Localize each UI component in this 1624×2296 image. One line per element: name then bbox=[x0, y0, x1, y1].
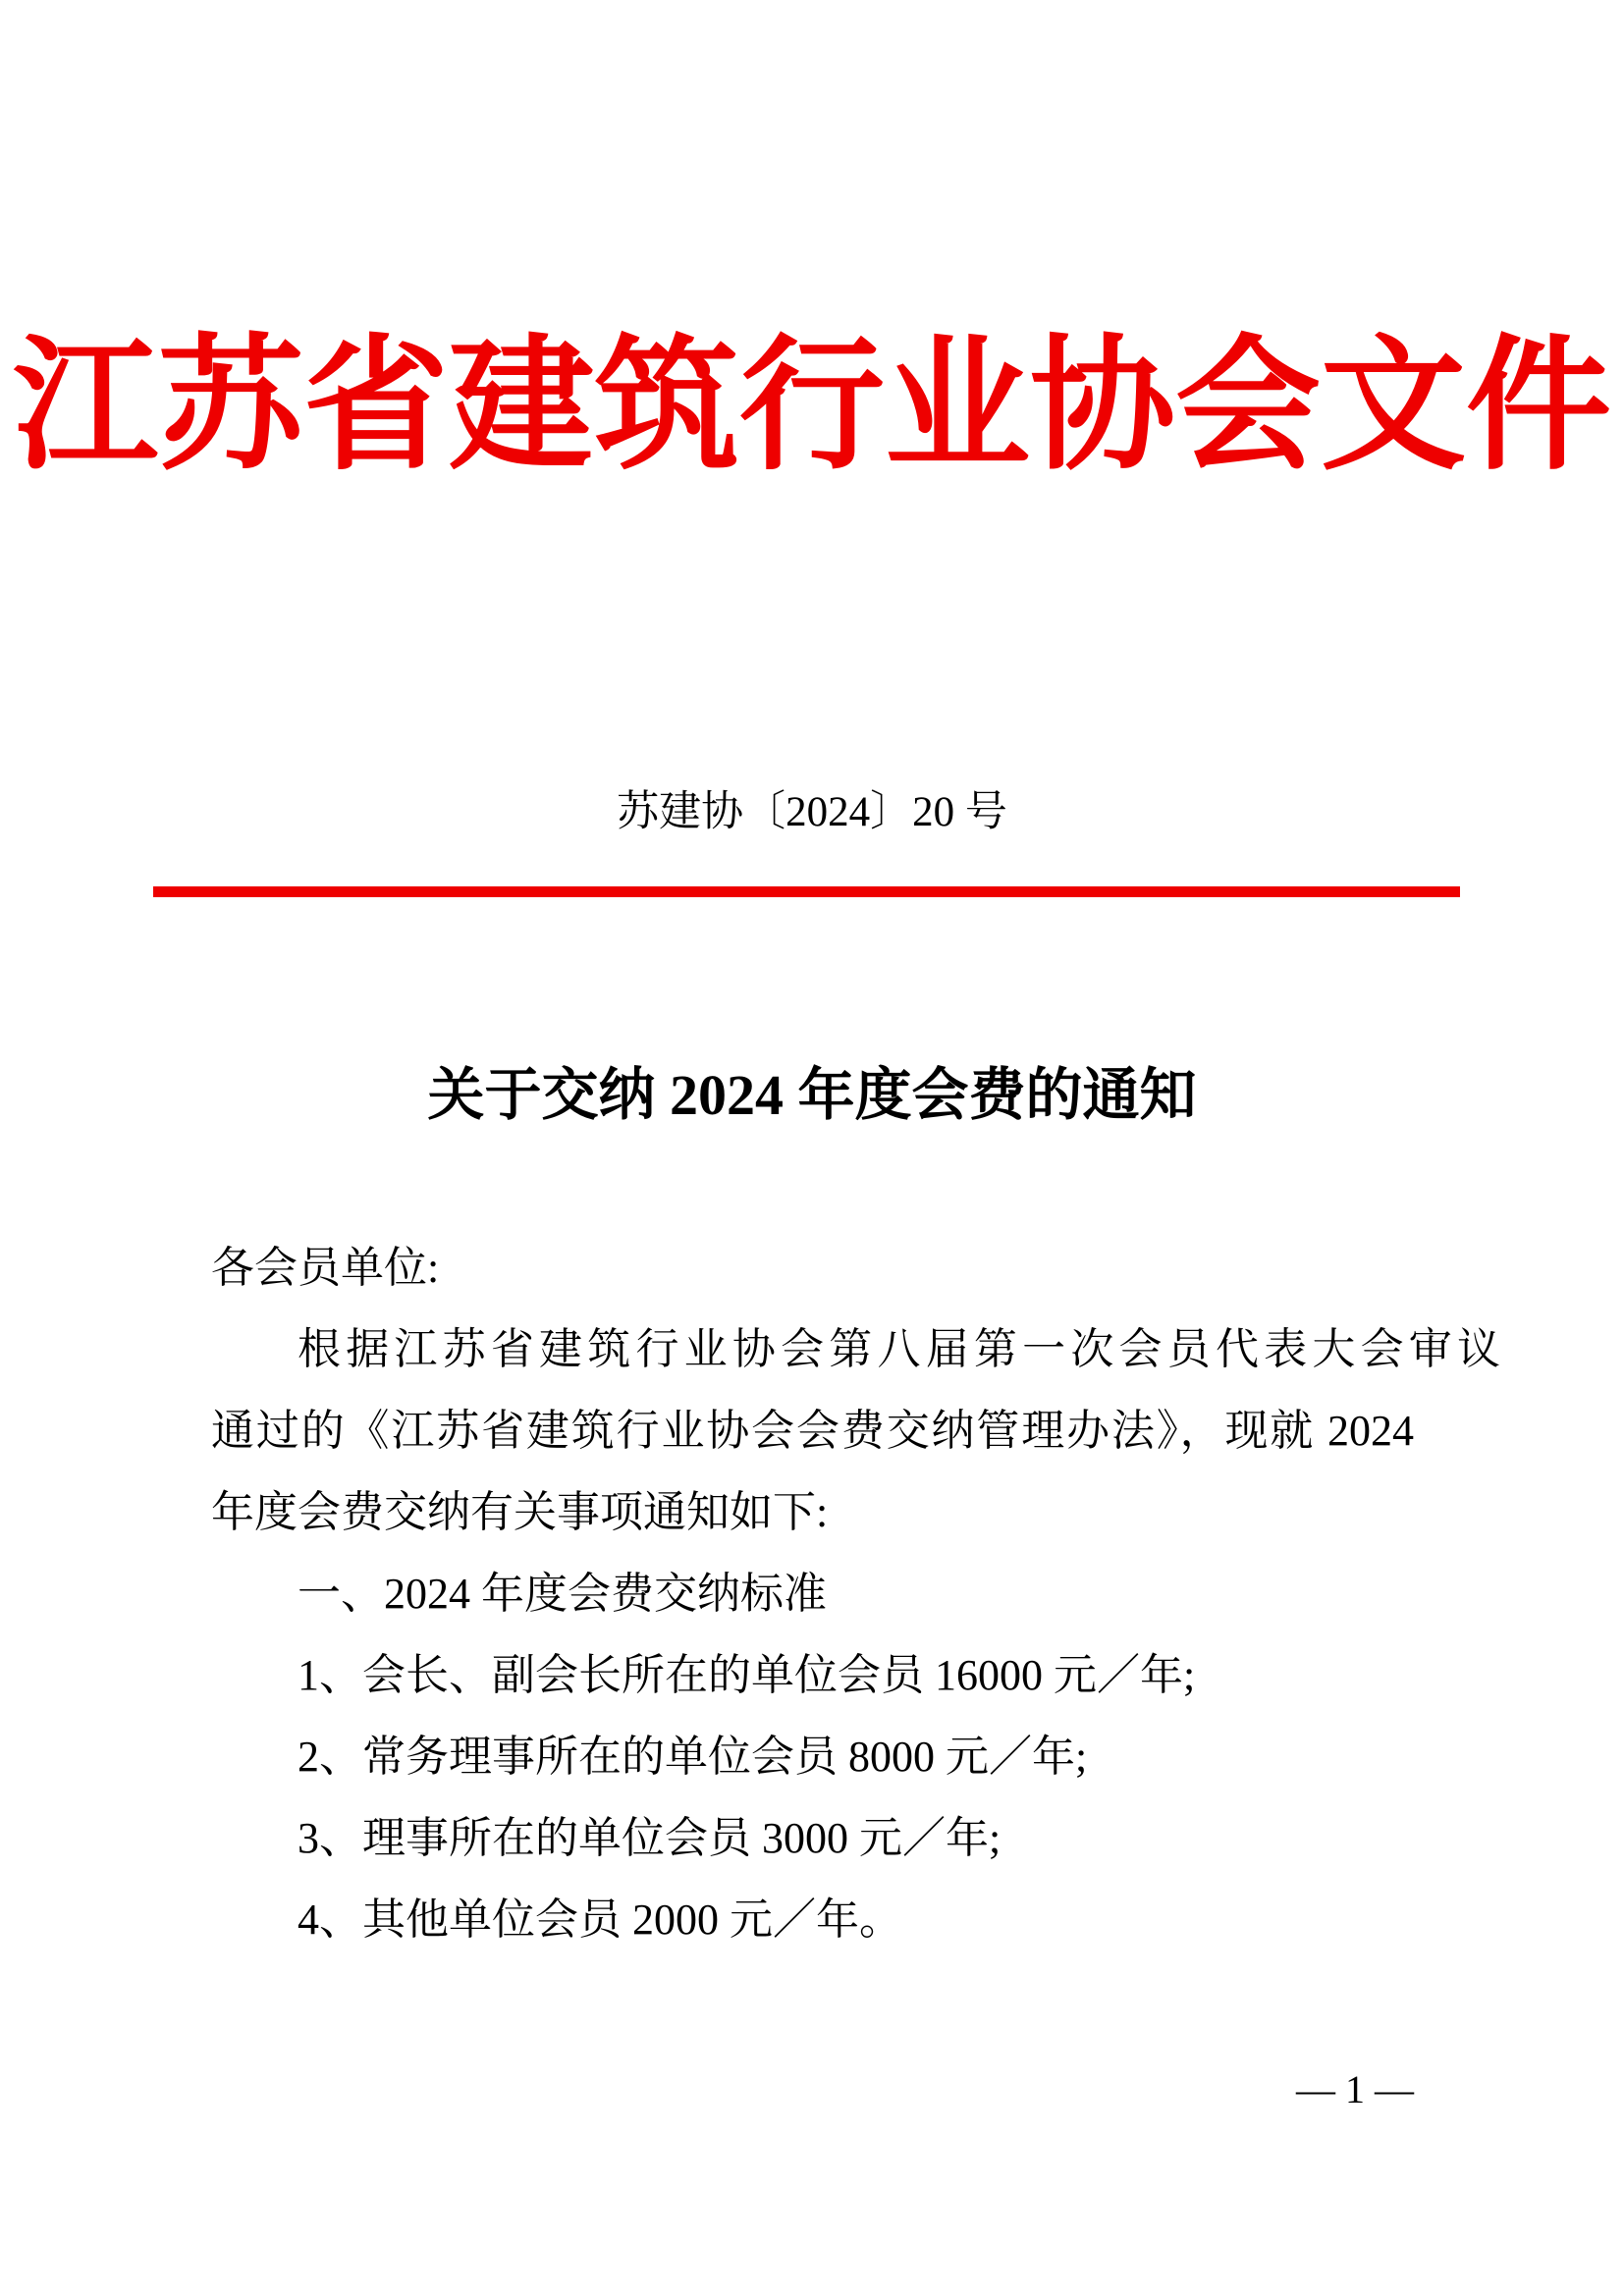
paragraph-line: 通过的《江苏省建筑行业协会会费交纳管理办法》，现就 2024 bbox=[211, 1407, 1414, 1455]
salutation-line: 各会员单位: bbox=[211, 1244, 440, 1292]
org-title-red-header: 江苏省建筑行业协会文件 bbox=[13, 327, 1611, 488]
paragraph-line: 年度会费交纳有关事项通知如下: bbox=[211, 1488, 829, 1536]
red-separator-rule bbox=[153, 886, 1460, 897]
page-number: — 1 — bbox=[1296, 2067, 1414, 2111]
document-number: 苏建协〔2024〕20 号 bbox=[617, 789, 1007, 835]
fee-item: 2、常务理事所在的单位会员 8000 元／年; bbox=[298, 1733, 1088, 1781]
fee-item: 1、会长、副会长所在的单位会员 16000 元／年; bbox=[298, 1651, 1196, 1699]
fee-item: 3、理事所在的单位会员 3000 元／年; bbox=[298, 1814, 1001, 1862]
paragraph-line: 根据江苏省建筑行业协会第八届第一次会员代表大会审议 bbox=[298, 1325, 1500, 1373]
fee-item: 4、其他单位会员 2000 元／年。 bbox=[298, 1896, 902, 1944]
notice-title: 关于交纳 2024 年度会费的通知 bbox=[427, 1063, 1197, 1127]
section-heading: 一、2024 年度会费交纳标准 bbox=[298, 1570, 827, 1618]
notice-body bbox=[211, 1227, 1500, 1960]
